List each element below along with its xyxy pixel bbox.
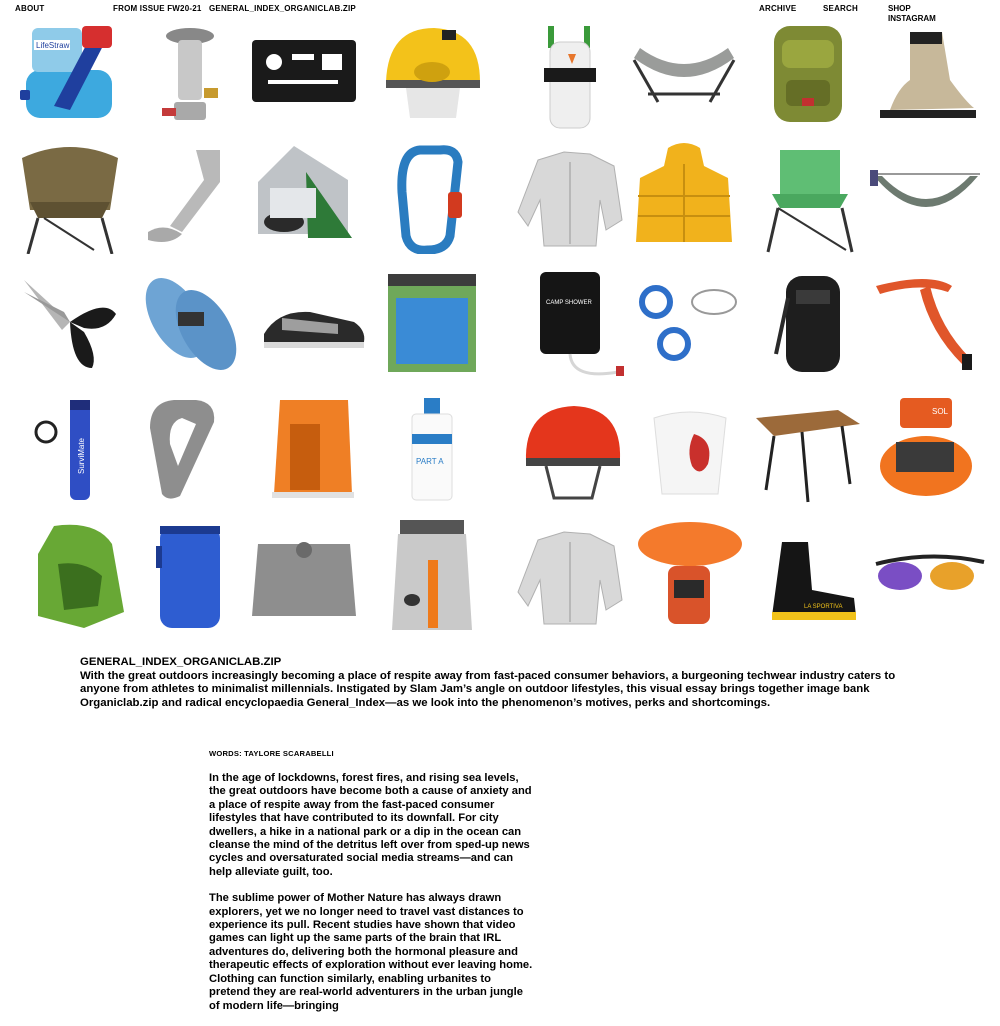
multitool-card-image[interactable] bbox=[248, 18, 360, 130]
purifier-bottle-image[interactable] bbox=[376, 394, 488, 506]
green-chair-image[interactable] bbox=[752, 142, 864, 254]
green-backpack-image[interactable] bbox=[752, 18, 864, 130]
nav-issue[interactable]: FROM ISSUE FW20-21 bbox=[113, 4, 202, 13]
sunglasses-image[interactable] bbox=[874, 520, 986, 632]
solar-oven-image[interactable] bbox=[248, 142, 360, 254]
article-paragraph: In the age of lockdowns, forest fires, and rising sea levels, the great outdoors have become both a cause of anxiety and a place of respite away from the fast-paced consumer lifestyles that have contributed to its downfall. For city dwellers, a hike in a national park or a dip in the ocean can cleanse the mind of the detritus left over from sped-up news cycles and oversaturated social media streams—and can help alleviate guilt, too. bbox=[209, 772, 532, 878]
silver-poncho-image[interactable] bbox=[248, 520, 360, 632]
blue-carabiner-image[interactable] bbox=[376, 142, 488, 254]
climbing-mug-image[interactable] bbox=[634, 394, 746, 506]
tree-hammock-image[interactable] bbox=[870, 142, 982, 254]
survival-straw-image[interactable] bbox=[24, 394, 136, 506]
ice-axe-image[interactable] bbox=[870, 268, 982, 380]
nav-archive[interactable]: ARCHIVE bbox=[759, 4, 797, 13]
hydration-pack-image[interactable] bbox=[758, 268, 870, 380]
product-label: SurviMate bbox=[77, 437, 86, 474]
orange-airbag-image[interactable] bbox=[634, 520, 746, 632]
product-label: CAMP SHOWER bbox=[546, 300, 592, 306]
snowshoes-image[interactable] bbox=[134, 268, 246, 380]
clear-dry-bag-image[interactable] bbox=[376, 520, 488, 632]
emergency-bivy-image[interactable] bbox=[870, 394, 982, 506]
nav-instagram[interactable]: INSTAGRAM bbox=[888, 14, 936, 23]
product-label: SOL bbox=[932, 407, 949, 416]
yellow-helmet-image[interactable] bbox=[376, 18, 488, 130]
camp-shower-image[interactable] bbox=[530, 268, 642, 380]
nav-shop[interactable]: SHOP bbox=[888, 4, 911, 13]
nav-search[interactable]: SEARCH bbox=[823, 4, 858, 13]
scissors-image[interactable] bbox=[14, 268, 126, 380]
author-credit: WORDS: TAYLORE SCARABELLI bbox=[209, 749, 334, 758]
nav-about[interactable]: ABOUT bbox=[15, 4, 45, 13]
gaiter-boot-image[interactable] bbox=[870, 18, 982, 130]
blue-barrel-image[interactable] bbox=[134, 520, 246, 632]
carabiner-tool-image[interactable] bbox=[134, 394, 246, 506]
intro-body: With the great outdoors increasingly becoming a place of respite away from fast-paced consumer behaviors, a burgeoning techwear industry caters to anyone from athletes to minimalist millennials. Instigated by Slam Jam’s angle on outdoor lifestyles, this visual essay brings together image bank Organiclab.zip and radical encyclopaedia General_Index—as we look into the phenomenon’s motives, perks and shortcomings. bbox=[80, 669, 896, 709]
titanium-spork-image[interactable] bbox=[134, 142, 246, 254]
nav-title[interactable]: GENERAL_INDEX_ORGANICLAB.ZIP bbox=[209, 4, 356, 13]
hammock-stand-image[interactable] bbox=[628, 18, 740, 130]
dry-bag-blue-image[interactable] bbox=[376, 268, 488, 380]
camo-chair-image[interactable] bbox=[14, 142, 126, 254]
product-label: LA SPORTIVA bbox=[804, 604, 843, 610]
green-hood-image[interactable] bbox=[24, 520, 136, 632]
red-helmet-image[interactable] bbox=[516, 394, 628, 506]
article-body bbox=[209, 772, 535, 1026]
silver-jacket-image[interactable] bbox=[514, 142, 626, 254]
back-protector-image[interactable] bbox=[514, 18, 626, 130]
camp-stove-image[interactable] bbox=[134, 18, 246, 130]
article-paragraph: The sublime power of Mother Nature has always drawn explorers, yet we no longer need to travel vast distances to experience its pull. Recent studies have shown that video games can light up the same parts of the brain that IRL adventures do, delivering both the hormonal pleasure and therapeutic effects of exploration without ever leaving home. Clothing can function similarly, enabling urbanites to pretend they are real-world adventurers in the urban jungle of modern life—bringing bbox=[209, 892, 533, 1012]
camp-table-image[interactable] bbox=[752, 394, 864, 506]
intro-section bbox=[80, 656, 910, 710]
silver-jacket-2-image[interactable] bbox=[514, 520, 626, 632]
privacy-tent-image[interactable] bbox=[258, 394, 370, 506]
wire-saw-image[interactable] bbox=[634, 268, 746, 380]
water-filter-jug-image[interactable] bbox=[14, 18, 126, 130]
product-label: LifeStraw bbox=[36, 41, 70, 50]
sandal-shoe-image[interactable] bbox=[258, 268, 370, 380]
yellow-puffer-image[interactable] bbox=[628, 142, 740, 254]
mountain-boot-image[interactable] bbox=[752, 520, 864, 632]
intro-heading: GENERAL_INDEX_ORGANICLAB.ZIP bbox=[80, 656, 282, 668]
product-label: PART A bbox=[416, 457, 444, 466]
